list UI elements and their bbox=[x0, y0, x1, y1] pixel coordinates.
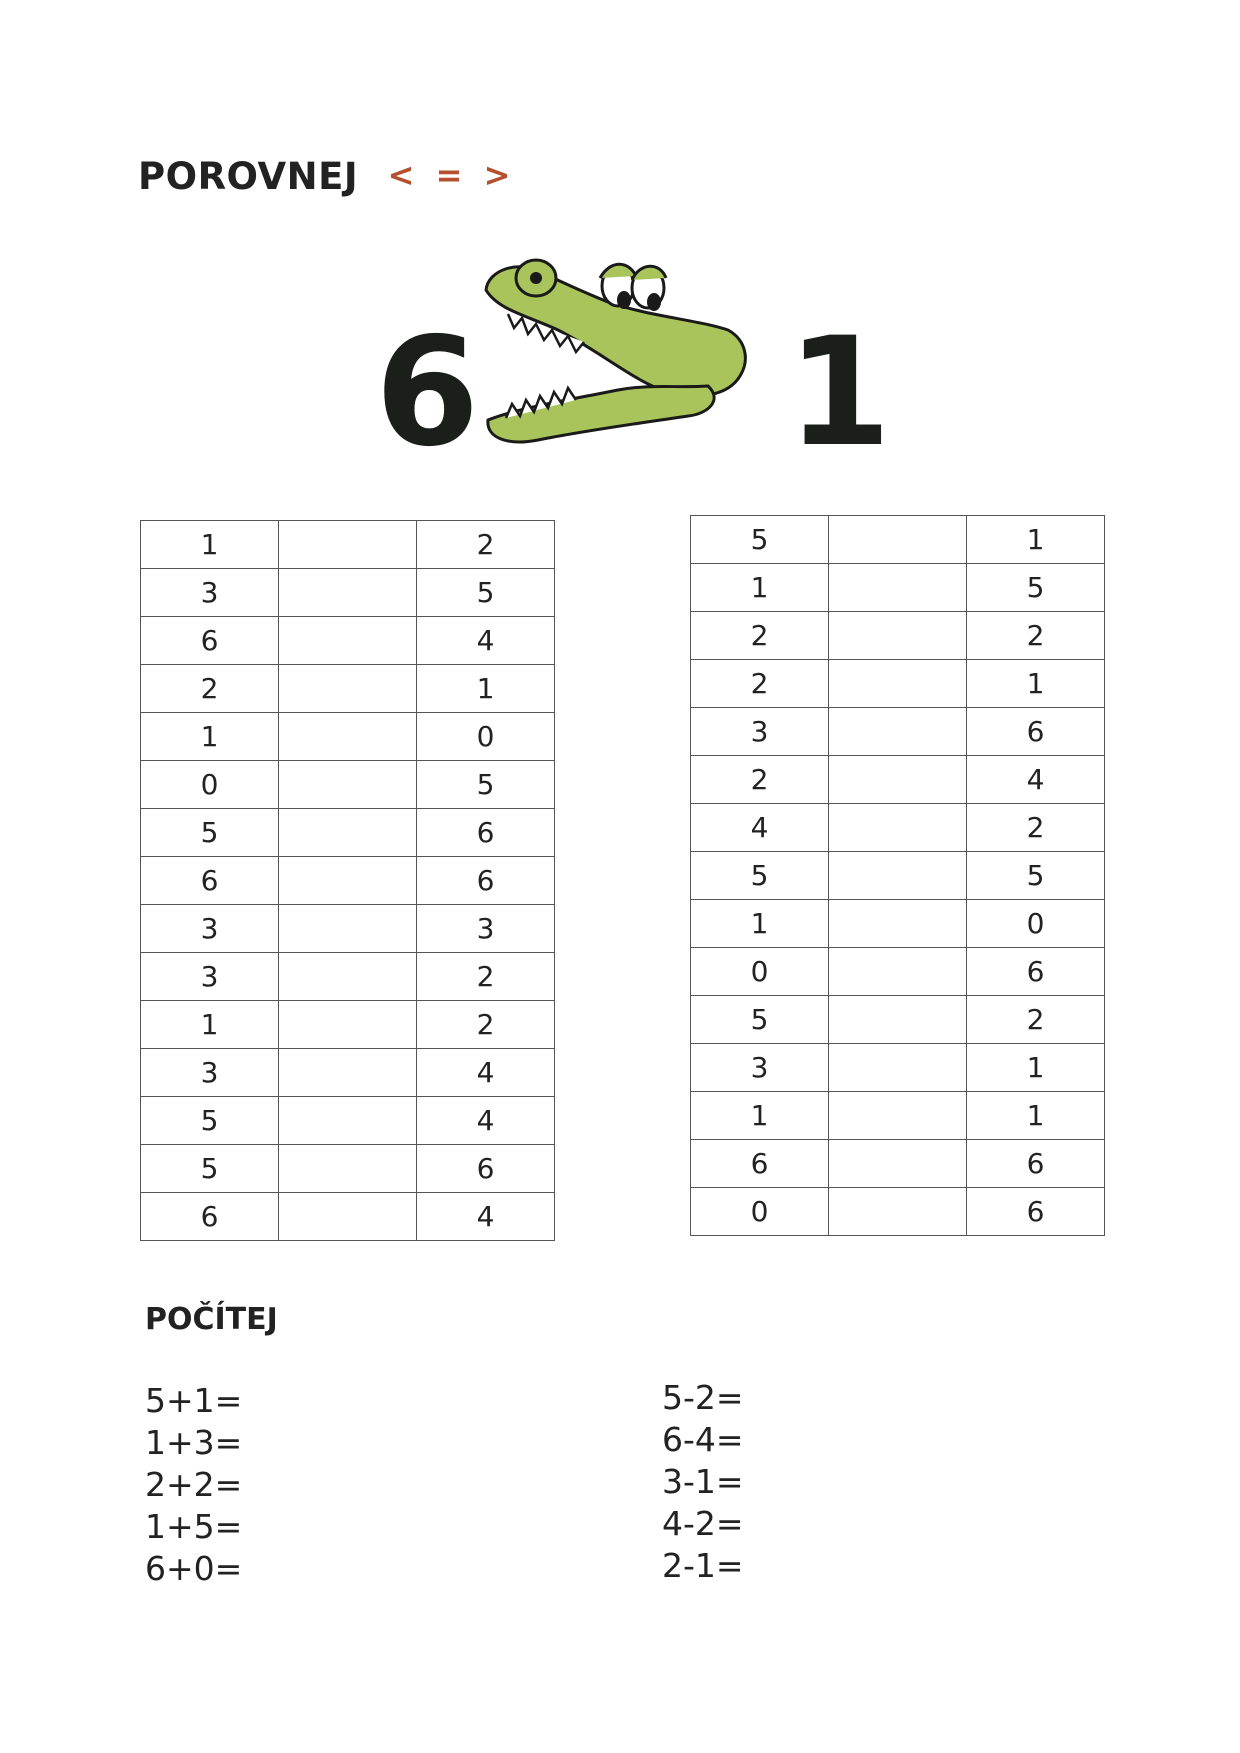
equals-symbol: = bbox=[435, 156, 463, 194]
answer-cell[interactable] bbox=[279, 905, 417, 953]
table-row bbox=[691, 948, 1105, 996]
answer-cell[interactable] bbox=[279, 1193, 417, 1241]
table-row bbox=[141, 617, 555, 665]
right-number-cell: 4 bbox=[417, 1097, 555, 1145]
exercise-item: 6+0= bbox=[145, 1549, 243, 1588]
left-number-cell: 2 bbox=[691, 612, 829, 660]
right-number-cell: 2 bbox=[417, 521, 555, 569]
right-number-cell: 5 bbox=[967, 852, 1105, 900]
answer-cell[interactable] bbox=[829, 708, 967, 756]
table-row bbox=[691, 1140, 1105, 1188]
left-number-cell: 6 bbox=[141, 1193, 279, 1241]
right-number-cell: 2 bbox=[967, 996, 1105, 1044]
table-row bbox=[691, 804, 1105, 852]
answer-cell[interactable] bbox=[829, 1140, 967, 1188]
left-number-cell: 6 bbox=[141, 617, 279, 665]
left-number-cell: 5 bbox=[691, 516, 829, 564]
answer-cell[interactable] bbox=[279, 1049, 417, 1097]
answer-cell[interactable] bbox=[829, 1092, 967, 1140]
exercise-item: 5+1= bbox=[145, 1381, 243, 1420]
right-number-cell: 2 bbox=[417, 953, 555, 1001]
answer-cell[interactable] bbox=[279, 761, 417, 809]
right-number-cell: 4 bbox=[967, 756, 1105, 804]
right-number-cell: 6 bbox=[417, 809, 555, 857]
answer-cell[interactable] bbox=[829, 1188, 967, 1236]
right-number-cell: 1 bbox=[967, 1044, 1105, 1092]
right-number-cell: 2 bbox=[967, 612, 1105, 660]
answer-cell[interactable] bbox=[829, 660, 967, 708]
table-row bbox=[141, 857, 555, 905]
hero-left-number: 6 bbox=[375, 306, 480, 480]
left-number-cell: 5 bbox=[141, 1097, 279, 1145]
table-row bbox=[691, 1188, 1105, 1236]
left-number-cell: 6 bbox=[141, 857, 279, 905]
greater-than-symbol: > bbox=[483, 156, 511, 194]
answer-cell[interactable] bbox=[829, 516, 967, 564]
table-row bbox=[141, 713, 555, 761]
table-row bbox=[691, 996, 1105, 1044]
crocodile-mouth-icon bbox=[478, 250, 758, 460]
right-number-cell: 0 bbox=[967, 900, 1105, 948]
exercise-item: 6-4= bbox=[662, 1420, 744, 1459]
exercise-item: 1+5= bbox=[145, 1507, 243, 1546]
table-row bbox=[141, 809, 555, 857]
table-row bbox=[691, 708, 1105, 756]
right-number-cell: 6 bbox=[967, 1188, 1105, 1236]
left-number-cell: 1 bbox=[691, 1092, 829, 1140]
left-number-cell: 3 bbox=[141, 569, 279, 617]
left-number-cell: 4 bbox=[691, 804, 829, 852]
comparison-table-left bbox=[140, 520, 555, 1241]
right-number-cell: 2 bbox=[417, 1001, 555, 1049]
table-row bbox=[691, 660, 1105, 708]
answer-cell[interactable] bbox=[279, 569, 417, 617]
answer-cell[interactable] bbox=[279, 809, 417, 857]
right-number-cell: 4 bbox=[417, 617, 555, 665]
right-number-cell: 2 bbox=[967, 804, 1105, 852]
answer-cell[interactable] bbox=[279, 665, 417, 713]
left-number-cell: 5 bbox=[691, 996, 829, 1044]
left-number-cell: 3 bbox=[691, 1044, 829, 1092]
left-number-cell: 3 bbox=[691, 708, 829, 756]
table-row bbox=[141, 1097, 555, 1145]
table-row bbox=[141, 665, 555, 713]
answer-cell[interactable] bbox=[279, 1145, 417, 1193]
page-title: POROVNEJ bbox=[138, 155, 359, 198]
left-number-cell: 2 bbox=[141, 665, 279, 713]
table-row bbox=[141, 905, 555, 953]
answer-cell[interactable] bbox=[829, 900, 967, 948]
subtraction-exercises bbox=[662, 1377, 744, 1587]
left-number-cell: 5 bbox=[691, 852, 829, 900]
answer-cell[interactable] bbox=[279, 857, 417, 905]
right-number-cell: 5 bbox=[417, 761, 555, 809]
left-number-cell: 0 bbox=[141, 761, 279, 809]
left-number-cell: 1 bbox=[141, 521, 279, 569]
right-number-cell: 6 bbox=[417, 857, 555, 905]
left-number-cell: 3 bbox=[141, 1049, 279, 1097]
exercise-item: 4-2= bbox=[662, 1504, 744, 1543]
answer-cell[interactable] bbox=[279, 953, 417, 1001]
right-number-cell: 6 bbox=[967, 1140, 1105, 1188]
table-row bbox=[691, 852, 1105, 900]
left-number-cell: 1 bbox=[141, 713, 279, 761]
right-number-cell: 6 bbox=[967, 948, 1105, 996]
right-number-cell: 6 bbox=[417, 1145, 555, 1193]
left-number-cell: 1 bbox=[141, 1001, 279, 1049]
answer-cell[interactable] bbox=[829, 948, 967, 996]
left-number-cell: 5 bbox=[141, 809, 279, 857]
table-row bbox=[141, 1001, 555, 1049]
answer-cell[interactable] bbox=[829, 612, 967, 660]
answer-cell[interactable] bbox=[279, 1097, 417, 1145]
table-row bbox=[141, 953, 555, 1001]
comparison-table-right bbox=[690, 515, 1105, 1236]
left-number-cell: 5 bbox=[141, 1145, 279, 1193]
less-than-symbol: < bbox=[387, 156, 415, 194]
table-row bbox=[691, 516, 1105, 564]
exercise-item: 5-2= bbox=[662, 1378, 744, 1417]
answer-cell[interactable] bbox=[829, 996, 967, 1044]
right-number-cell: 6 bbox=[967, 708, 1105, 756]
section-title-count: POČÍTEJ bbox=[145, 1302, 278, 1337]
answer-cell[interactable] bbox=[829, 756, 967, 804]
left-number-cell: 0 bbox=[691, 948, 829, 996]
right-number-cell: 4 bbox=[417, 1193, 555, 1241]
right-number-cell: 4 bbox=[417, 1049, 555, 1097]
exercise-item: 2+2= bbox=[145, 1465, 243, 1504]
table-row bbox=[141, 521, 555, 569]
comparison-symbols bbox=[377, 156, 521, 194]
table-row bbox=[691, 756, 1105, 804]
answer-cell[interactable] bbox=[279, 1001, 417, 1049]
left-number-cell: 6 bbox=[691, 1140, 829, 1188]
answer-cell[interactable] bbox=[279, 713, 417, 761]
right-number-cell: 3 bbox=[417, 905, 555, 953]
right-number-cell: 0 bbox=[417, 713, 555, 761]
right-number-cell: 5 bbox=[967, 564, 1105, 612]
left-number-cell: 0 bbox=[691, 1188, 829, 1236]
left-number-cell: 1 bbox=[691, 900, 829, 948]
right-number-cell: 1 bbox=[417, 665, 555, 713]
answer-cell[interactable] bbox=[829, 564, 967, 612]
right-number-cell: 1 bbox=[967, 660, 1105, 708]
answer-cell[interactable] bbox=[279, 617, 417, 665]
answer-cell[interactable] bbox=[829, 1044, 967, 1092]
table-row bbox=[691, 564, 1105, 612]
exercise-item: 2-1= bbox=[662, 1546, 744, 1585]
table-row bbox=[691, 1092, 1105, 1140]
answer-cell[interactable] bbox=[829, 804, 967, 852]
right-number-cell: 5 bbox=[417, 569, 555, 617]
hero-right-number: 1 bbox=[787, 306, 892, 480]
left-number-cell: 3 bbox=[141, 905, 279, 953]
table-row bbox=[691, 900, 1105, 948]
table-row bbox=[141, 761, 555, 809]
right-number-cell: 1 bbox=[967, 516, 1105, 564]
right-number-cell: 1 bbox=[967, 1092, 1105, 1140]
exercise-item: 1+3= bbox=[145, 1423, 243, 1462]
left-number-cell: 3 bbox=[141, 953, 279, 1001]
addition-exercises bbox=[145, 1380, 242, 1590]
table-row bbox=[141, 1193, 555, 1241]
table-row bbox=[141, 1145, 555, 1193]
table-row bbox=[691, 612, 1105, 660]
table-row bbox=[141, 569, 555, 617]
left-number-cell: 2 bbox=[691, 660, 829, 708]
answer-cell[interactable] bbox=[829, 852, 967, 900]
left-number-cell: 1 bbox=[691, 564, 829, 612]
exercise-item: 3-1= bbox=[662, 1462, 744, 1501]
table-row bbox=[691, 1044, 1105, 1092]
table-row bbox=[141, 1049, 555, 1097]
answer-cell[interactable] bbox=[279, 521, 417, 569]
left-number-cell: 2 bbox=[691, 756, 829, 804]
